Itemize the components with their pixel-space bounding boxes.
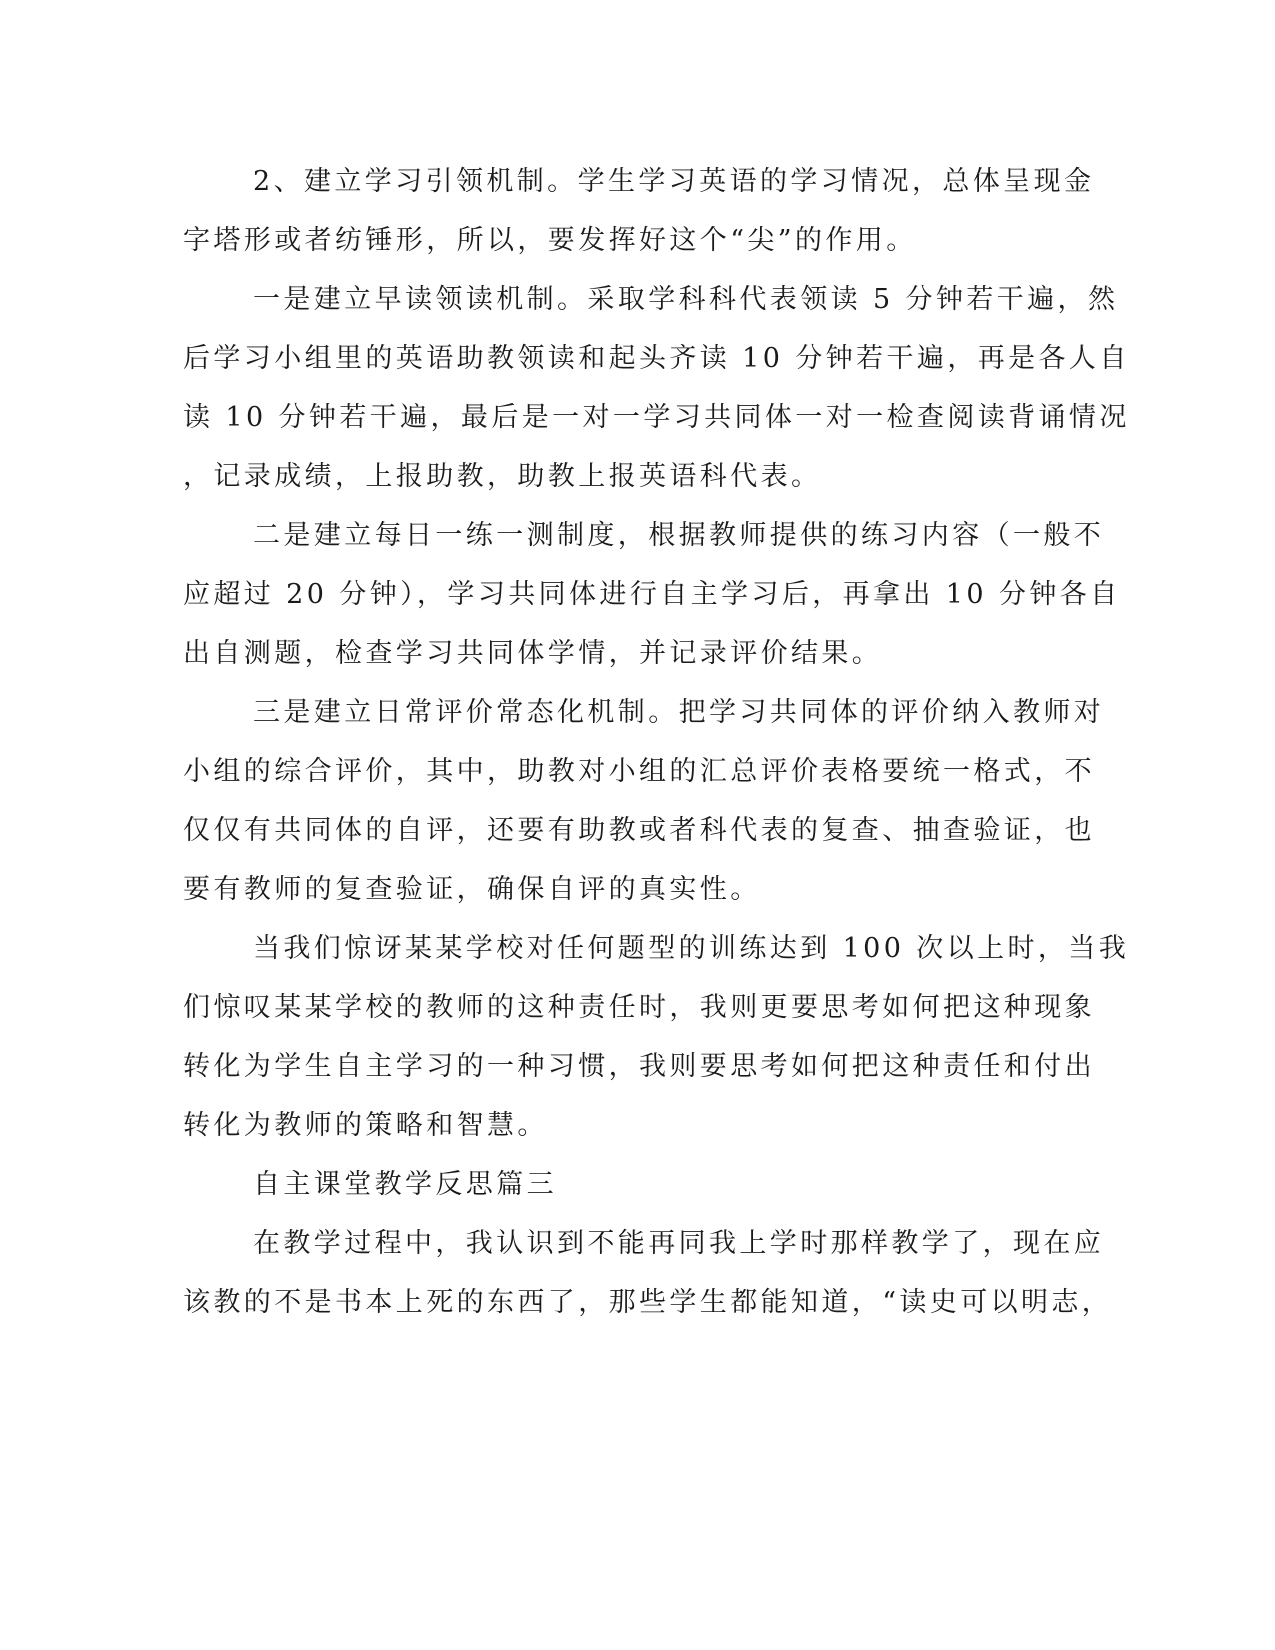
paragraph-morning-reading-line-1: 一是建立早读领读机制。采取学科科代表领读 5 分钟若干遍，然 — [253, 284, 1119, 315]
paragraph-mechanism-intro-line-1: 2、建立学习引领机制。学生学习英语的学习情况，总体呈现金 — [253, 166, 1095, 197]
paragraph-daily-practice-line-1: 二是建立每日一练一测制度，根据教师提供的练习内容（一般不 — [253, 520, 1105, 551]
paragraph-evaluation-line-4: 要有教师的复查验证，确保自评的真实性。 — [183, 874, 761, 905]
paragraph-reflection-line-3: 转化为学生自主学习的一种习惯，我则要思考如何把这种责任和付出 — [183, 1051, 1095, 1082]
paragraph-teaching-process-line-1: 在教学过程中，我认识到不能再同我上学时那样教学了，现在应 — [253, 1228, 1105, 1259]
paragraph-mechanism-intro-line-2: 字塔形或者纺锤形，所以，要发挥好这个“尖”的作用。 — [183, 225, 917, 256]
paragraph-reflection-line-1: 当我们惊讶某某学校对任何题型的训练达到 100 次以上时，当我 — [253, 933, 1130, 964]
section-heading: 自主课堂教学反思篇三 — [253, 1169, 557, 1200]
paragraph-reflection-line-4: 转化为教师的策略和智慧。 — [183, 1110, 548, 1141]
paragraph-teaching-process-line-2: 该教的不是书本上死的东西了，那些学生都能知道，“读史可以明志， — [183, 1287, 1113, 1318]
paragraph-morning-reading-line-3: 读 10 分钟若干遍，最后是一对一学习共同体一对一检查阅读背诵情况 — [183, 402, 1130, 433]
paragraph-morning-reading-line-4: ，记录成绩，上报助教，助教上报英语科代表。 — [183, 461, 822, 492]
paragraph-evaluation-line-2: 小组的综合评价，其中，助教对小组的汇总评价表格要统一格式，不 — [183, 756, 1095, 787]
paragraph-morning-reading-line-2: 后学习小组里的英语助教领读和起头齐读 10 分钟若干遍，再是各人自 — [183, 343, 1130, 374]
paragraph-daily-practice-line-2: 应超过 20 分钟），学习共同体进行自主学习后，再拿出 10 分钟各自 — [183, 579, 1121, 610]
paragraph-evaluation-line-1: 三是建立日常评价常态化机制。把学习共同体的评价纳入教师对 — [253, 697, 1105, 728]
paragraph-reflection-line-2: 们惊叹某某学校的教师的这种责任时，我则更要思考如何把这种现象 — [183, 992, 1095, 1023]
paragraph-daily-practice-line-3: 出自测题，检查学习共同体学情，并记录评价结果。 — [183, 638, 883, 669]
paragraph-evaluation-line-3: 仅仅有共同体的自评，还要有助教或者科代表的复查、抽查验证，也 — [183, 815, 1095, 846]
